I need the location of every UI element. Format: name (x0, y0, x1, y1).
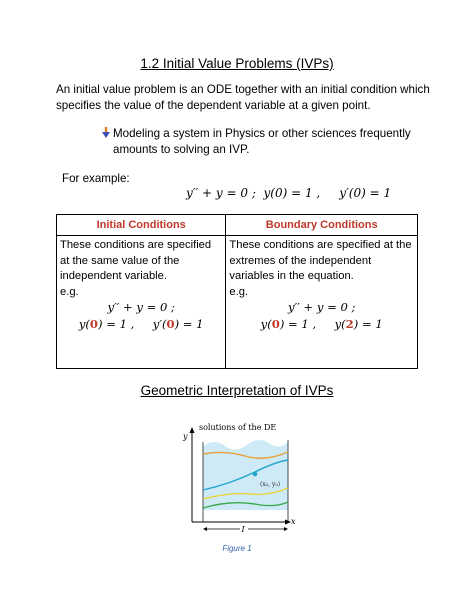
table-header-row (57, 215, 418, 236)
table-row (57, 236, 418, 369)
arrow-bullet-icon (101, 127, 111, 139)
point-label: (x₀, y₀) (260, 481, 281, 488)
boundary-condition-eq: y(0) = 1 , y(2) = 1 (260, 317, 383, 331)
initial-conditions-cell (57, 236, 226, 369)
eg-label: e.g. (60, 285, 79, 298)
geometric-interpretation-title: Geometric Interpretation of IVPs (140, 383, 334, 398)
boundary-conditions-cell (226, 236, 418, 369)
initial-condition-eq: y(0) = 1 , y′(0) = 1 (78, 317, 204, 331)
y-axis-label: y (183, 432, 188, 441)
bullet-text: Modeling a system in Physics or other sciences frequently amounts to solving an IVP. (113, 127, 411, 156)
x-axis-label: x (291, 517, 296, 526)
interval-label: I (241, 525, 245, 534)
conditions-table (56, 214, 418, 369)
intro-paragraph: An initial value problem is an ODE together with an initial condition which specifies the value of the dependent variable at a given point. (56, 83, 430, 112)
eg-label: e.g. (229, 285, 249, 298)
initial-conditions-text: These conditions are specified at the same value of the independent variable. (60, 239, 212, 283)
figure-caption: Figure 1 (222, 544, 252, 553)
boundary-conditions-text: These conditions are specified at the extremes of the independent variables in the equation. (229, 239, 412, 283)
example-equation: y′′ + y = 0 ; y(0) = 1 , y′(0) = 1 (186, 186, 392, 200)
boundary-ode: y′′ + y = 0 ; (287, 300, 356, 314)
initial-ode: y′′ + y = 0 ; (107, 300, 175, 314)
header-boundary-conditions: Boundary Conditions (226, 215, 418, 236)
shaded-region (203, 440, 288, 510)
ivp-solutions-figure (170, 418, 300, 536)
example-label: For example: (62, 172, 130, 185)
initial-point (253, 472, 258, 477)
section-title: 1.2 Initial Value Problems (IVPs) (140, 56, 334, 71)
header-initial-conditions: Initial Conditions (57, 215, 226, 236)
solutions-label: solutions of the DE (199, 423, 277, 432)
